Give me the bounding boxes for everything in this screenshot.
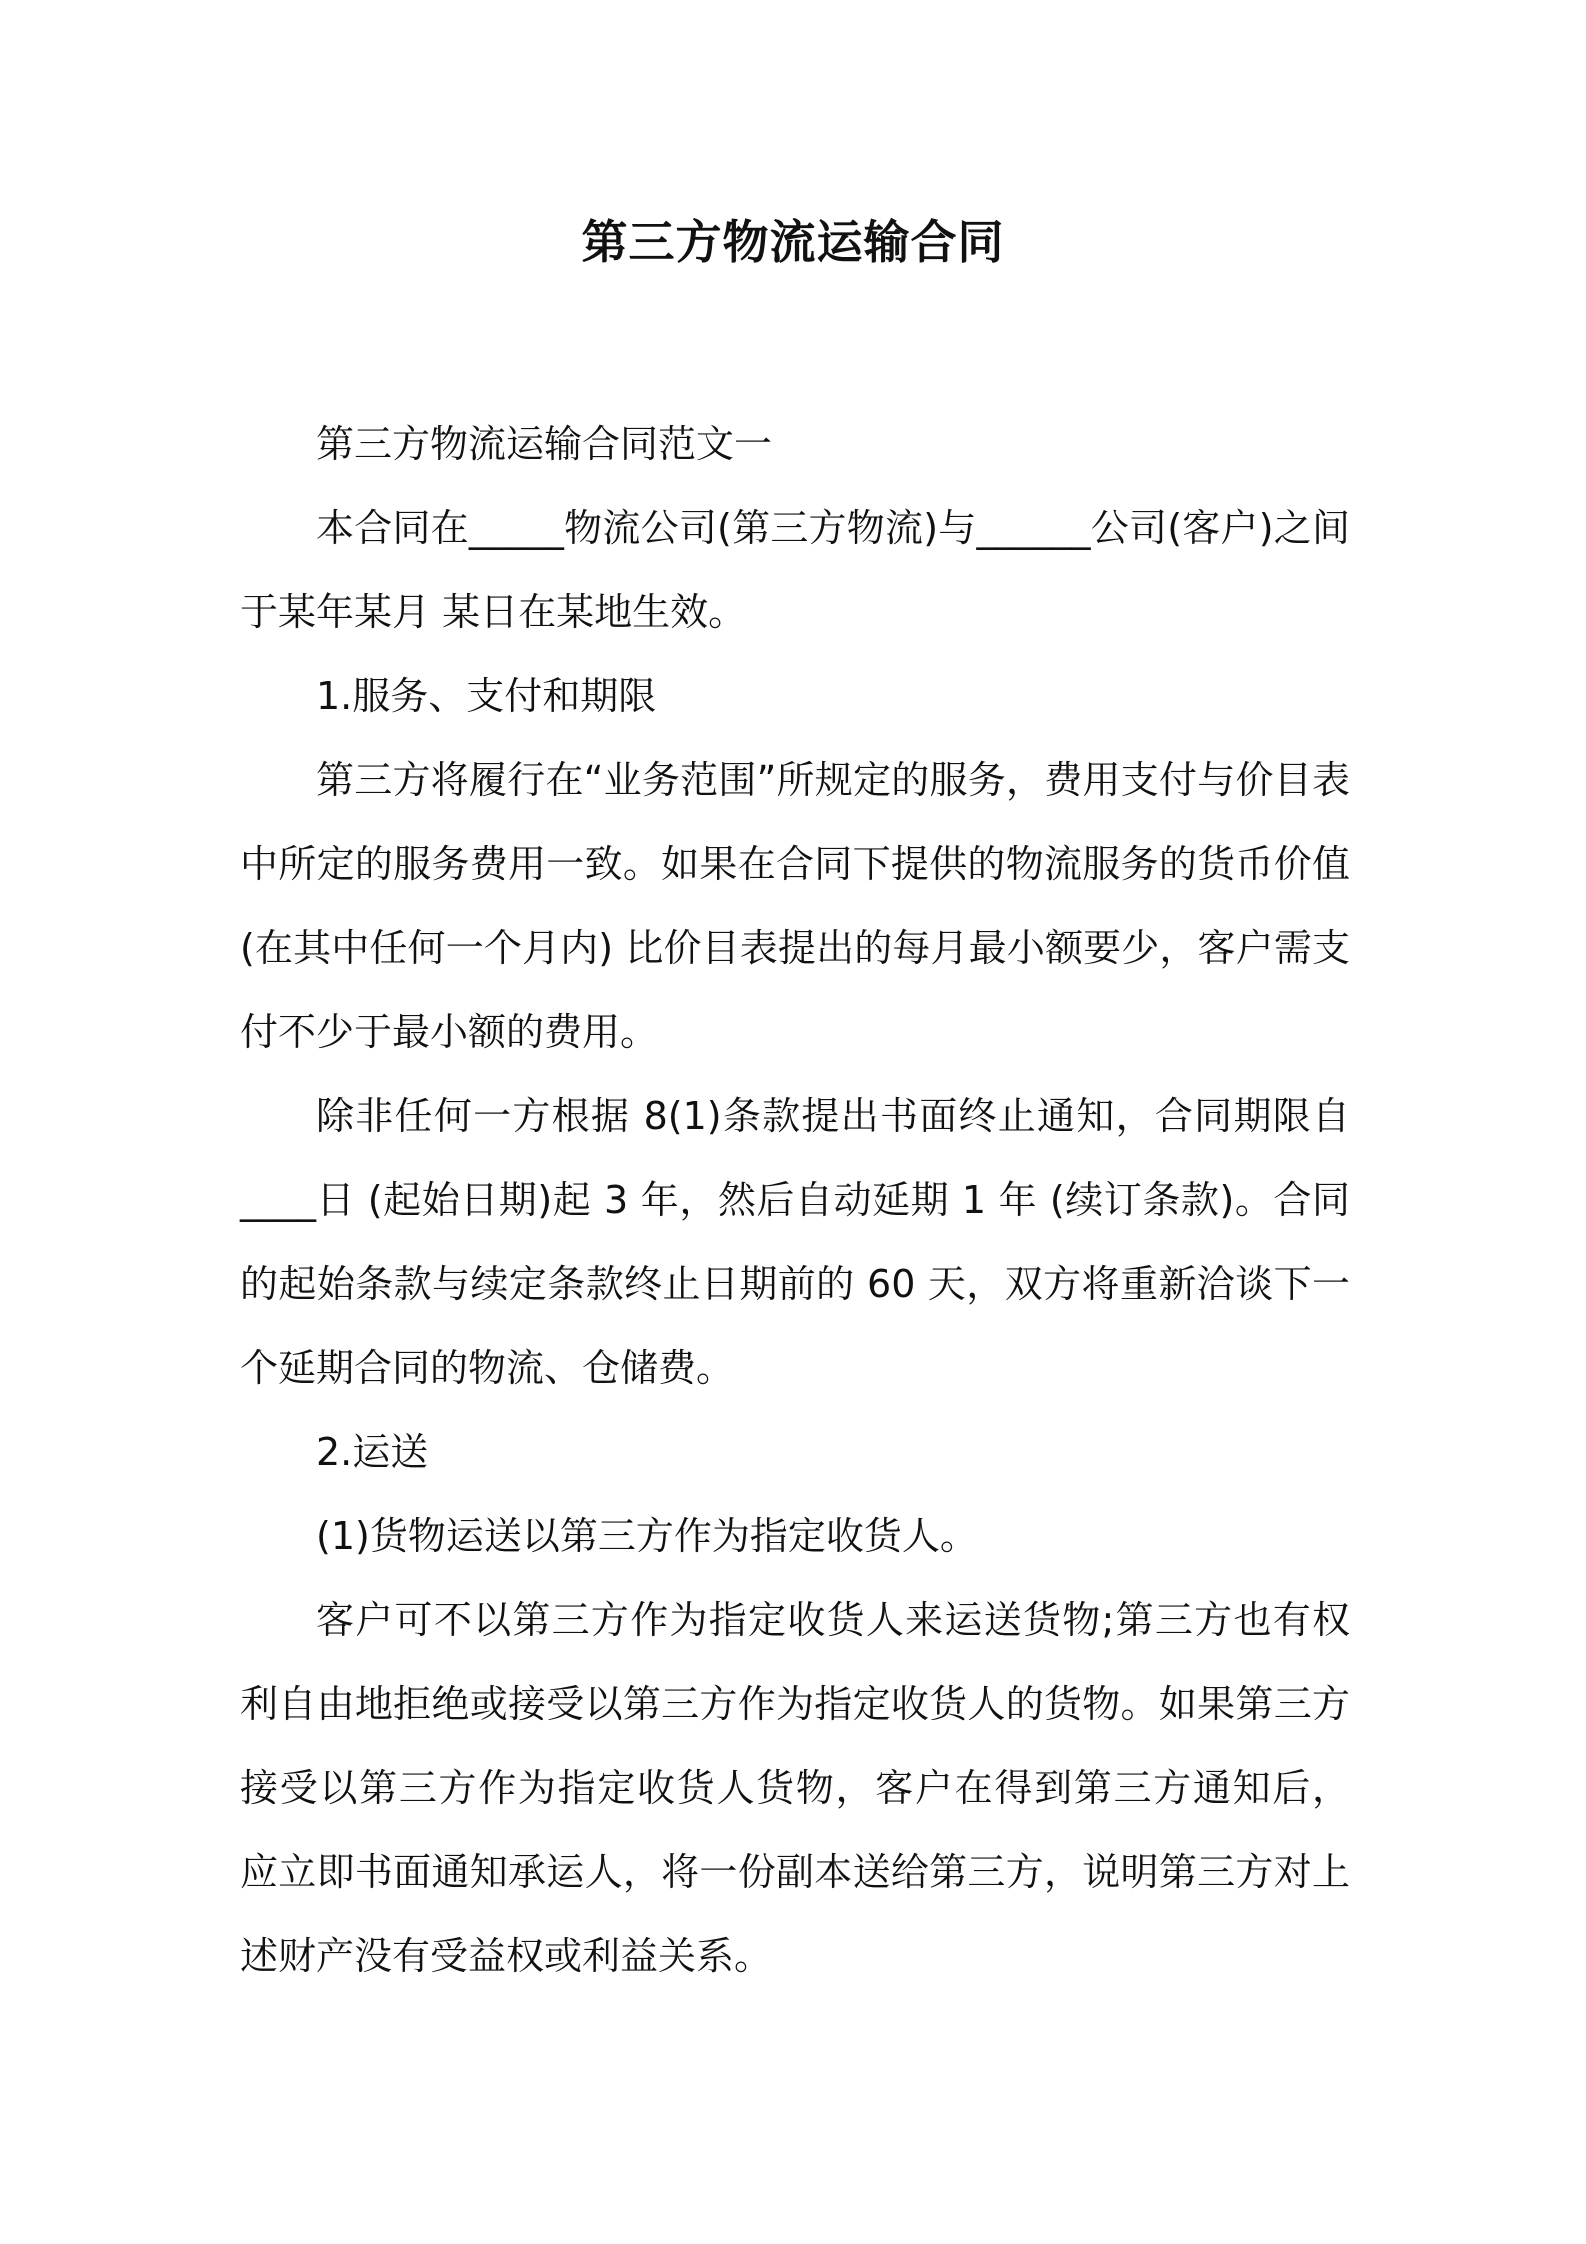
- section-heading-service-payment-term: 1.服务、支付和期限: [316, 674, 657, 718]
- paragraph-contract-term: 除非任何一方根据 8(1)条款提出书面终止通知，合同期限自____日 (起始日期)起 3 年，然后自动延期 1 年 (续订条款)。合同的起始条款与续定条款终止日期前的 60 天，双方将重新洽谈下一个延期合同的物流、仓储费。: [240, 1094, 1350, 1390]
- document-body: [240, 402, 1350, 1998]
- subsection-heading-consignee: (1)货物运送以第三方作为指定收货人。: [316, 1514, 978, 1558]
- paragraph-service-fees: 第三方将履行在“业务范围”所规定的服务，费用支付与价目表中所定的服务费用一致。如果在合同下提供的物流服务的货币价值(在其中任何一个月内) 比价目表提出的每月最小额要少，客户需支付不少于最小额的费用。: [240, 758, 1350, 1054]
- document-title: 第三方物流运输合同: [581, 215, 1005, 269]
- section-heading-shipping: 2.运送: [316, 1430, 429, 1474]
- section-heading-sample-one: 第三方物流运输合同范文一: [316, 422, 773, 466]
- paragraph-consignee-terms: 客户可不以第三方作为指定收货人来运送货物;第三方也有权利自由地拒绝或接受以第三方作为指定收货人的货物。如果第三方接受以第三方作为指定收货人货物，客户在得到第三方通知后， 应立即书面通知承运人，将一份副本送给第三方，说明第三方对上述财产没有受益权或利益关系。: [240, 1598, 1350, 1978]
- paragraph-parties: 本合同在_____物流公司(第三方物流)与______公司(客户)之间于某年某月 某日在某地生效。: [240, 506, 1350, 634]
